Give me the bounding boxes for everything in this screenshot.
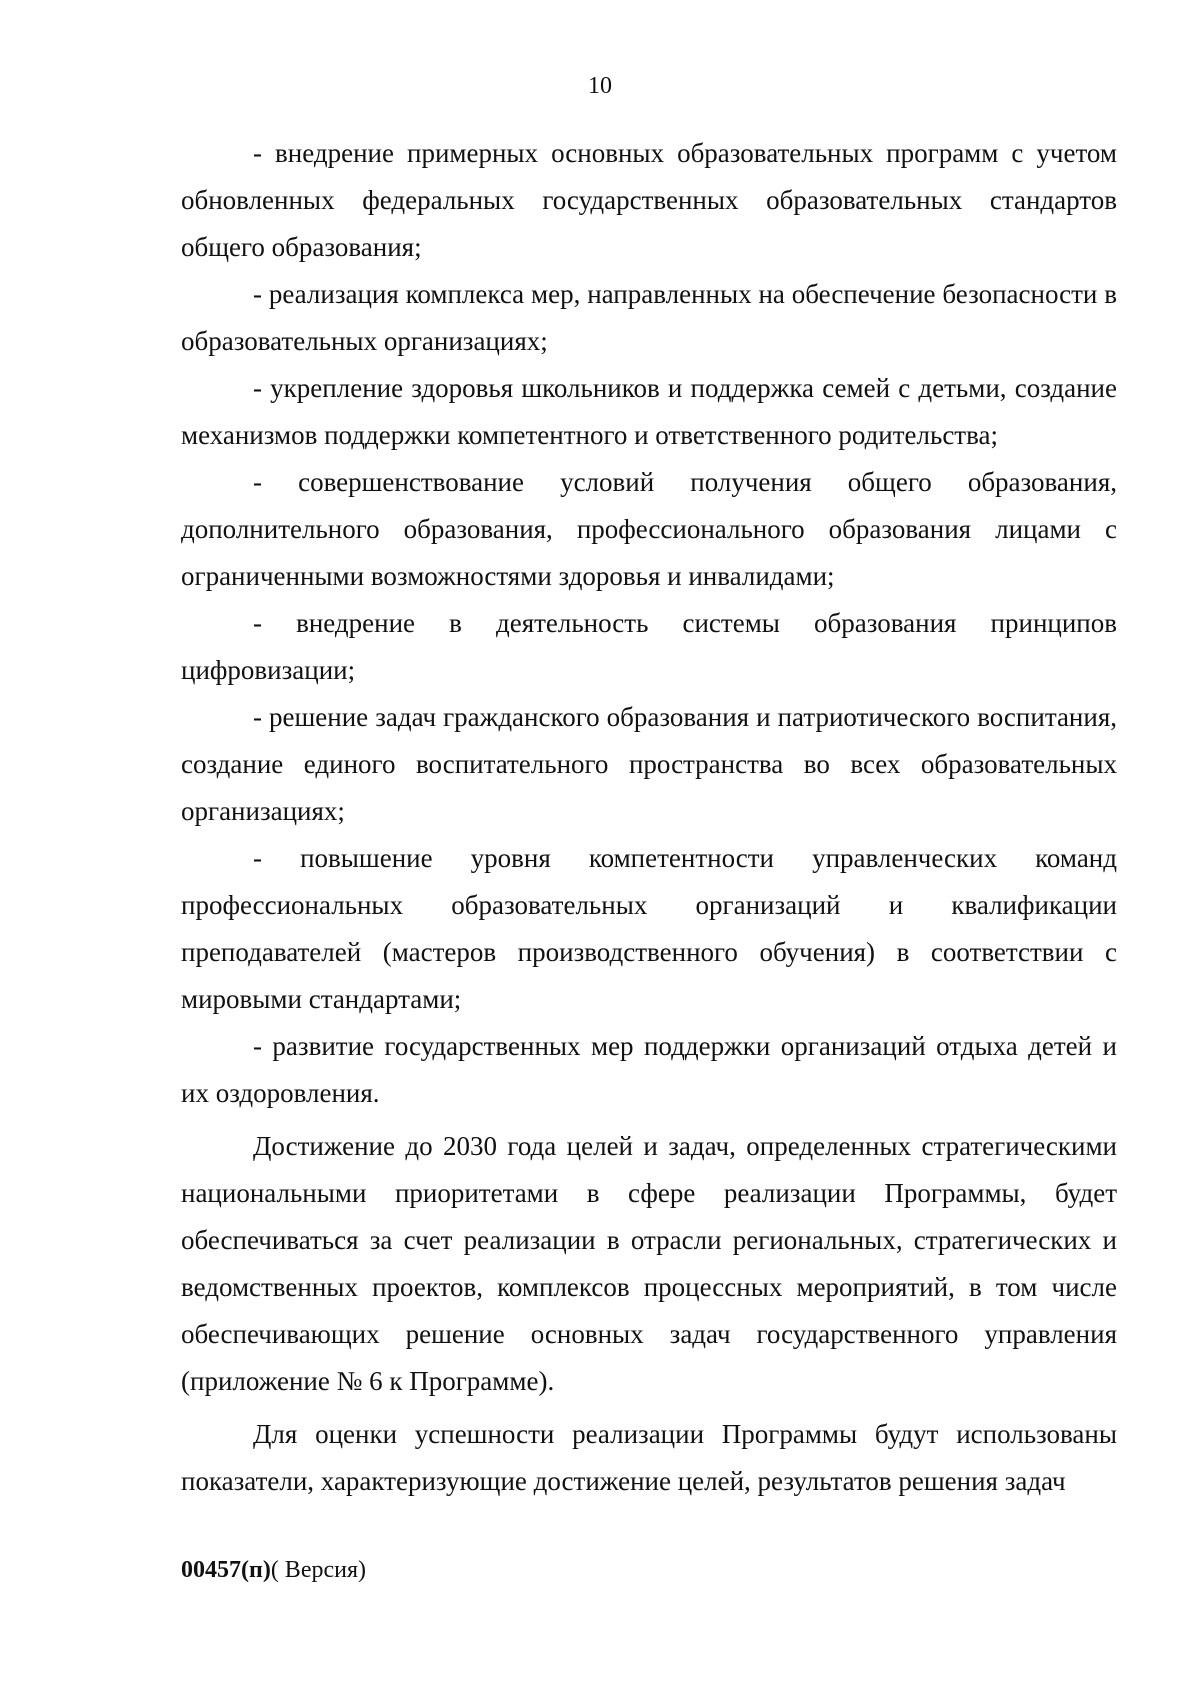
- page-number: 10: [588, 73, 612, 99]
- paragraph-8: - развитие государственных мер поддержки организаций отдыха детей и их оздоровления.: [181, 1031, 1117, 1108]
- paragraph-4: - совершенствование условий получения общего образования, дополнительного образования, профессионального образования лицами с ограниченными возможностями здоровья и инвалидами;: [181, 467, 1117, 591]
- document-version: ( Версия): [270, 1557, 366, 1583]
- paragraph-1: - внедрение примерных основных образовательных программ с учетом обновленных федеральных государственных образовательных стандартов общего образования;: [181, 138, 1117, 262]
- document-code: 00457(п): [181, 1557, 271, 1583]
- document-body: [181, 130, 1117, 1505]
- paragraph-7: - повышение уровня компетентности управленческих команд профессиональных образовательных организаций и квалификации преподавателей (мастеров производственного обучения) в соответствии с мировыми стандартами;: [181, 843, 1117, 1014]
- paragraph-2: - реализация комплекса мер, направленных на обеспечение безопасности в образовательных организациях;: [181, 279, 1117, 356]
- paragraph-9: Достижение до 2030 года целей и задач, определенных стратегическими национальными приоритетами в сфере реализации Программы, будет обеспечиваться за счет реализации в отрасли региональных, стратегических и ведомственных проектов, комплексов процессных мероприятий, в том числе обеспечивающих решение основных задач государственного управления (приложение № 6 к Программе).: [181, 1131, 1117, 1396]
- paragraph-3: - укрепление здоровья школьников и поддержка семей с детьми, создание механизмов поддержки компетентного и ответственного родительства;: [181, 373, 1117, 450]
- paragraph-5: - внедрение в деятельность системы образования принципов цифровизации;: [181, 608, 1117, 685]
- paragraph-10: Для оценки успешности реализации Программы будут использованы показатели, характеризующие достижение целей, результатов решения задач: [181, 1419, 1117, 1496]
- document-footer: [181, 1556, 366, 1585]
- paragraph-6: - решение задач гражданского образования и патриотического воспитания, создание единого воспитательного пространства во всех образовательных организациях;: [181, 702, 1117, 826]
